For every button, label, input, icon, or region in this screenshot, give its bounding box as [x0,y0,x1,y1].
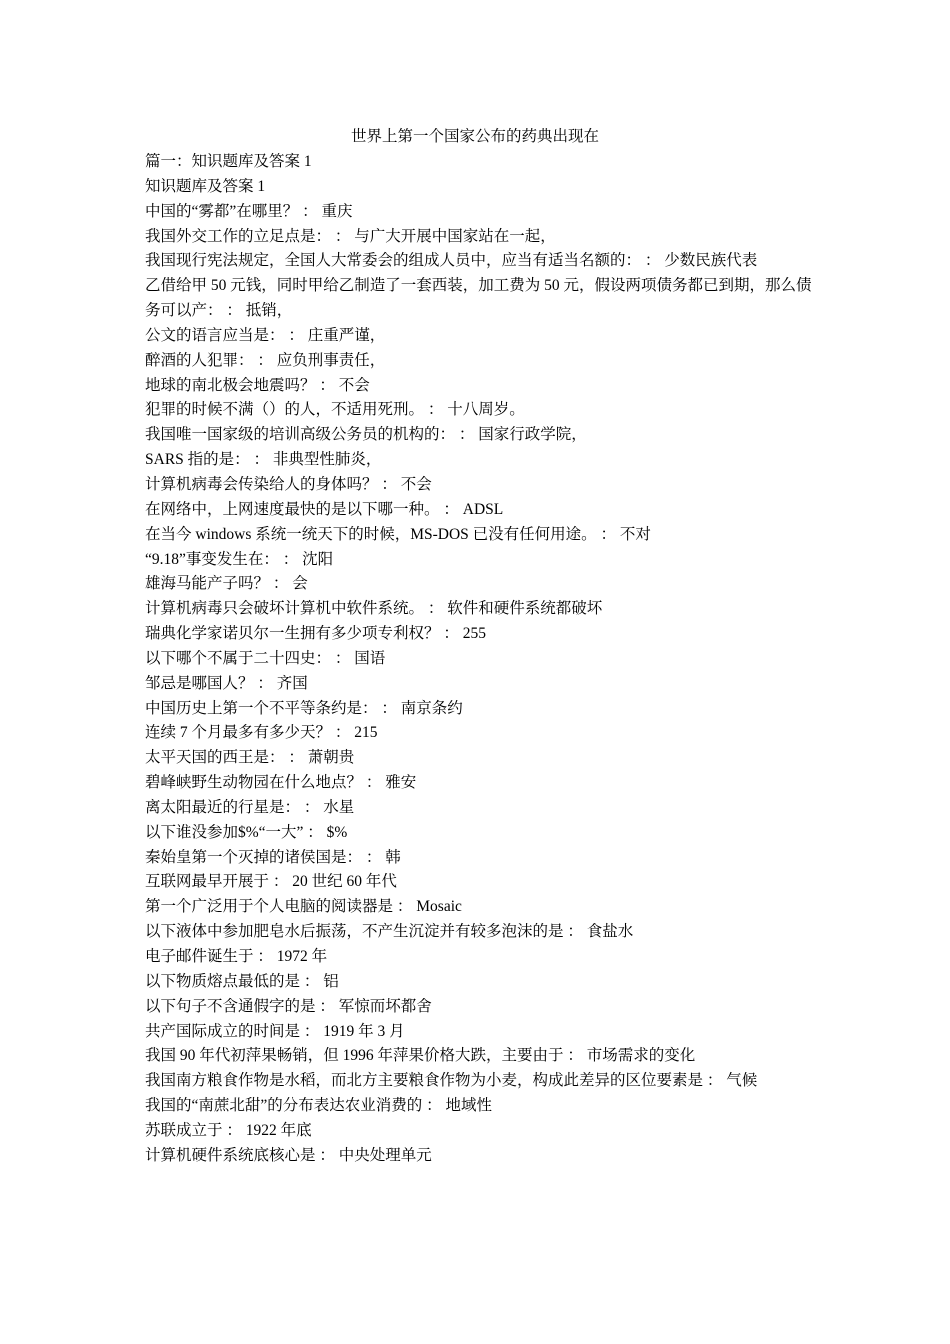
text-line: 雄海马能产子吗？ ： 会 [145,575,308,593]
text-line: 公文的语言应当是： ： 庄重严谨， [145,326,386,344]
text-line: 苏联成立于 ： 1922 年底 [145,1121,312,1139]
text-line: 犯罪的时候不满（）的人，不适用死刑。 ： 十八周岁。 [145,401,525,419]
text-line: SARS 指的是： ： 非典型性肺炎， [145,451,382,469]
text-line: 我国唯一国家级的培训高级公务员的机构的： ： 国家行政学院， [145,426,587,444]
text-line: 第一个广泛用于个人电脑的阅读器是 ： Mosaic [145,898,462,916]
text-line: 乙借给甲 50 元钱，同时甲给乙制造了一套西装，加工费为 50 元，假设两项债务都已到期，那么债务可以产： ： 抵销， [145,277,812,320]
document-body [145,150,817,1169]
text-line: 以下句子不含通假字的是 ： 军惊而坏都舍 [145,997,432,1015]
text-line: 中国历史上第一个不平等条约是： ： 南京条约 [145,699,463,717]
text-line: 在当今 windows 系统一统天下的时候，MS-DOS 已没有任何用途。 ： 不对 [145,525,651,543]
text-line: 连续 7 个月最多有多少天？ ： 215 [145,724,378,742]
text-line: 计算机病毒只会破坏计算机中软件系统。 ： 软件和硬件系统都破坏 [145,600,603,618]
text-line: 共产国际成立的时间是 ： 1919 年 3 月 [145,1022,405,1040]
text-line: 篇一：知识题库及答案 1 [145,153,312,170]
text-line: 我国现行宪法规定，全国人大常委会的组成人员中，应当有适当名额的： ： 少数民族代表 [145,252,758,270]
text-line: 我国 90 年代初萍果畅销，但 1996 年萍果价格大跌，主要由于 ： 市场需求的变化 [145,1047,696,1065]
text-line: “9.18”事变发生在： ： 沈阳 [145,550,334,568]
text-line: 我国南方粮食作物是水稻，而北方主要粮食作物为小麦，构成此差异的区位要素是 ： 气候 [145,1072,758,1090]
text-line: 我国的“南蔗北甜”的分布表达农业消费的 ： 地域性 [145,1097,493,1115]
text-line: 在网络中，上网速度最快的是以下哪一种。 ： ADSL [145,500,504,518]
text-line: 地球的南北极会地震吗？ ： 不会 [145,376,370,394]
text-line: 醉酒的人犯罪： ： 应负刑事责任， [145,351,386,369]
text-line: 互联网最早开展于 ： 20 世纪 60 年代 [145,873,397,891]
text-line: 知识题库及答案 1 [145,177,266,195]
text-line: 以下物质熔点最低的是 ： 铝 [145,972,339,990]
text-line: 以下液体中参加肥皂水后振荡，不产生沉淀并有较多泡沫的是 ： 食盐水 [145,923,634,941]
document-title: 世界上第一个国家公布的药典出现在 [350,128,599,145]
text-line: 瑞典化学家诺贝尔一生拥有多少项专利权？ ： 255 [145,625,487,643]
text-line: 太平天国的西王是： ： 萧朝贵 [145,749,355,767]
text-line: 离太阳最近的行星是： ： 水星 [145,798,355,816]
text-line: 我国外交工作的立足点是： ： 与广大开展中国家站在一起， [145,227,556,245]
text-line: 碧峰峡野生动物园在什么地点？ ： 雅安 [145,774,417,792]
text-line: 秦始皇第一个灭掉的诸侯国是： ： 韩 [145,848,401,866]
text-line: 电子邮件诞生于 ： 1972 年 [145,948,328,965]
text-line: 以下谁没参加$%“一大” ： $% [145,823,348,841]
text-line: 邹忌是哪国人？ ： 齐国 [145,674,308,692]
text-line: 中国的“雾都”在哪里？ ： 重庆 [145,202,353,220]
text-line: 计算机硬件系统底核心是 ： 中央处理单元 [145,1146,432,1164]
text-line: 以下哪个不属于二十四史： ： 国语 [145,649,386,667]
text-line: 计算机病毒会传染给人的身体吗？ ： 不会 [145,475,432,493]
